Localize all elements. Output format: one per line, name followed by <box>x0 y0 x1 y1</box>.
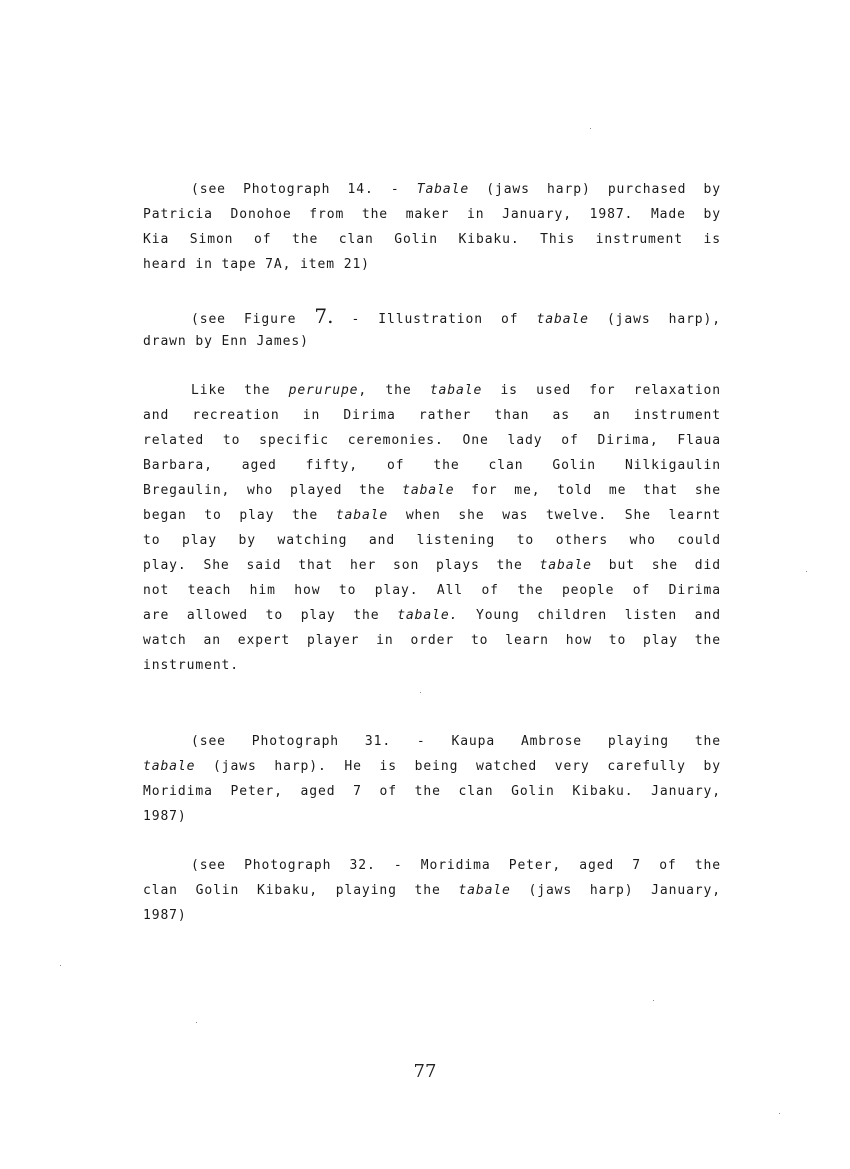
text-segment: (jaws harp) January, <box>510 883 721 898</box>
text-segment: drawn by Enn James) <box>143 334 309 349</box>
text-segment: 1987) <box>143 908 187 923</box>
italic-term: tabale <box>539 558 592 573</box>
text-segment: Moridima Peter, aged 7 of the clan Golin Kibaku. January, <box>143 784 721 799</box>
text-line <box>143 503 721 528</box>
text-segment: (jaws harp) purchased by <box>469 182 721 197</box>
text-line <box>143 903 721 928</box>
text-segment: (jaws harp). He is being watched very carefully by <box>195 759 721 774</box>
text-segment: not teach him how to play. All of the people of Dirima <box>143 583 721 598</box>
text-line <box>143 227 721 252</box>
italic-term: tabale. <box>397 608 459 623</box>
body-paragraph-tabale <box>143 378 721 678</box>
text-segment: , the <box>358 383 430 398</box>
text-segment: 1987) <box>143 809 187 824</box>
scan-speck <box>806 571 807 572</box>
text-segment: are allowed to play the <box>143 608 398 623</box>
text-segment: Patricia Donohoe from the maker in January, 1987. Made by <box>143 207 721 222</box>
italic-term: tabale <box>429 383 483 398</box>
page-number: 77 <box>413 1061 437 1082</box>
scan-speck <box>653 1000 654 1001</box>
text-line <box>143 754 721 779</box>
text-line <box>143 403 721 428</box>
text-segment: related to specific ceremonies. One lady of Dirima, Flaua <box>143 433 721 448</box>
text-line <box>143 202 721 227</box>
text-line <box>143 804 721 829</box>
text-line <box>143 428 721 453</box>
text-segment: but she did <box>591 558 721 573</box>
text-line <box>143 578 721 603</box>
scan-speck <box>60 965 61 966</box>
text-line <box>143 453 721 478</box>
italic-term: tabale <box>143 759 196 774</box>
text-segment: Bregaulin, who played the <box>143 483 403 498</box>
italic-term: perurupe <box>288 383 359 398</box>
caption-photograph-32 <box>143 853 721 928</box>
text-segment: - Illustration of <box>333 312 537 327</box>
text-segment: when she was twelve. She learnt <box>388 508 721 523</box>
text-segment: and recreation in Dirima rather than as an instrument <box>143 408 721 423</box>
text-line <box>143 528 721 553</box>
text-segment: is used for relaxation <box>482 383 721 398</box>
text-segment: for me, told me that she <box>454 483 721 498</box>
text-segment: Young children listen and <box>458 608 721 623</box>
text-segment: Barbara, aged fifty, of the clan Golin Nilkigaulin <box>143 458 721 473</box>
italic-term: tabale <box>536 312 589 327</box>
text-line <box>143 378 721 403</box>
text-line <box>143 603 721 628</box>
scan-speck <box>196 1022 197 1023</box>
text-line <box>143 628 721 653</box>
caption-photograph-14 <box>143 177 721 277</box>
text-segment: clan Golin Kibaku, playing the <box>143 883 459 898</box>
text-line <box>143 553 721 578</box>
caption-photograph-31 <box>143 729 721 829</box>
text-segment: (see Figure <box>191 312 315 327</box>
text-segment: instrument. <box>143 658 239 673</box>
text-line <box>143 252 721 277</box>
text-segment: (see Photograph 32. - Moridima Peter, aged 7 of the <box>191 858 721 873</box>
text-line <box>143 329 721 354</box>
text-segment: heard in tape 7A, item 21) <box>143 257 370 272</box>
scan-speck <box>590 128 591 129</box>
text-line <box>143 653 721 678</box>
text-segment: watch an expert player in order to learn how to play the <box>143 633 721 648</box>
text-segment: began to play the <box>143 508 336 523</box>
text-line <box>143 304 721 329</box>
text-segment: (see Photograph 14. - <box>191 182 417 197</box>
text-segment: play. She said that her son plays the <box>143 558 540 573</box>
text-segment: to play by watching and listening to others who could <box>143 533 721 548</box>
text-segment: (see Photograph 31. - Kaupa Ambrose playing the <box>191 734 721 749</box>
text-line <box>143 478 721 503</box>
figure-number: 7. <box>314 304 334 328</box>
text-line <box>143 779 721 804</box>
caption-figure-7 <box>143 304 721 354</box>
text-segment: Like the <box>191 383 289 398</box>
italic-term: tabale <box>458 883 511 898</box>
text-segment: (jaws harp), <box>588 312 721 327</box>
text-line <box>143 878 721 903</box>
text-line <box>143 853 721 878</box>
scan-speck <box>779 1113 780 1114</box>
italic-term: tabale <box>402 483 455 498</box>
scan-speck <box>420 692 421 693</box>
text-line <box>143 177 721 202</box>
text-line <box>143 729 721 754</box>
italic-term: tabale <box>335 508 389 523</box>
italic-term: Tabale <box>416 182 470 197</box>
text-segment: Kia Simon of the clan Golin Kibaku. This instrument is <box>143 232 721 247</box>
